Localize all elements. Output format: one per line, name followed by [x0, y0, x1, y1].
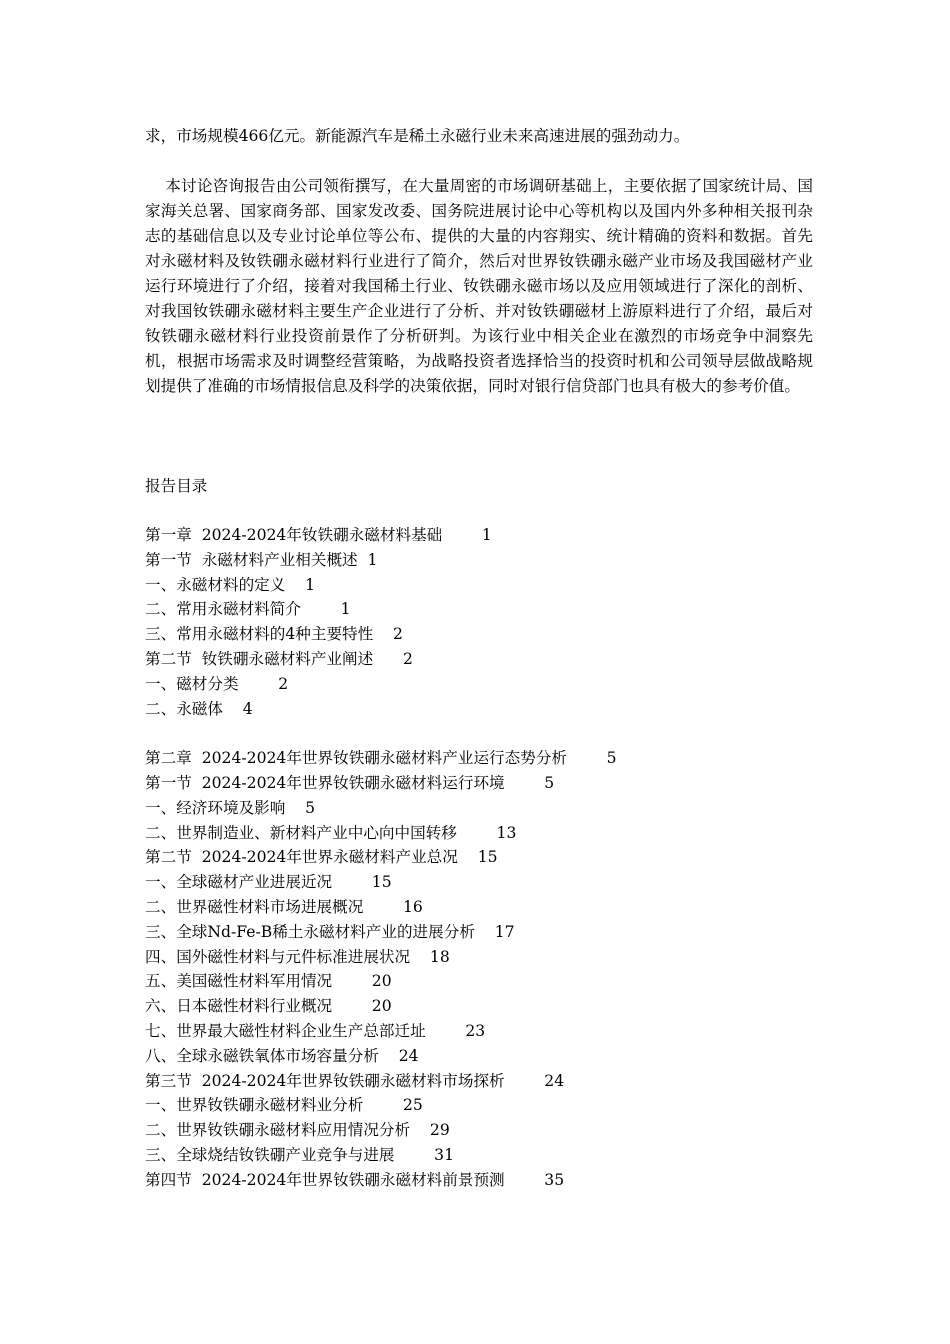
toc-entry: 一、磁材分类 2: [145, 674, 289, 693]
toc-entry: 三、全球Nd-Fe-B稀土永磁材料产业的进展分析 17: [145, 922, 515, 941]
toc-entry: 四、国外磁性材料与元件标准进展状况 18: [145, 947, 450, 966]
toc-entry: 三、全球烧结钕铁硼产业竞争与进展 31: [145, 1145, 454, 1164]
toc-entry: 一、永磁材料的定义 1: [145, 575, 316, 594]
toc-title: 报告目录: [145, 477, 208, 495]
toc-entry: 二、世界磁性材料市场进展概况 16: [145, 897, 423, 916]
toc-entry: 八、全球永磁铁氧体市场容量分析 24: [145, 1046, 419, 1065]
toc-entry: 第一章 2024-2024年钕铁硼永磁材料基础 1: [145, 526, 492, 544]
table-of-contents: [145, 523, 845, 1193]
toc-entry: 第二节 2024-2024年世界永磁材料产业总况 15: [145, 848, 498, 867]
toc-entry: 第四节 2024-2024年世界钕铁硼永磁材料前景预测 35: [145, 1170, 565, 1189]
toc-entry: 二、常用永磁材料简介 1: [145, 600, 351, 619]
paragraph-intro-end: 求，市场规模466亿元。新能源汽车是稀土永磁行业未来高速进展的强劲动力。: [145, 127, 690, 145]
toc-entry: 二、永磁体 4: [145, 699, 253, 718]
paragraph-report-description: [145, 174, 813, 399]
toc-entry: 第三节 2024-2024年世界钕铁硼永磁材料市场探析 24: [145, 1071, 565, 1090]
toc-entry: 第二章 2024-2024年世界钕铁硼永磁材料产业运行态势分析 5: [145, 749, 617, 768]
toc-entry: 一、全球磁材产业进展近况 15: [145, 873, 392, 892]
toc-entry: 一、世界钕铁硼永磁材料业分析 25: [145, 1096, 423, 1115]
toc-entry: 一、经济环境及影响 5: [145, 798, 316, 817]
toc-entry: 第一节 永磁材料产业相关概述 1: [145, 550, 378, 569]
toc-entry: 五、美国磁性材料军用情况 20: [145, 972, 392, 991]
toc-entry: 二、世界钕铁硼永磁材料应用情况分析 29: [145, 1121, 450, 1140]
toc-entry: 第一节 2024-2024年世界钕铁硼永磁材料运行环境 5: [145, 773, 555, 792]
toc-entry: 三、常用永磁材料的4种主要特性 2: [145, 625, 403, 644]
toc-entry: 七、世界最大磁性材料企业生产总部迁址 23: [145, 1021, 486, 1040]
toc-entry: 第二节 钕铁硼永磁材料产业阐述 2: [145, 649, 413, 668]
toc-entry: 二、世界制造业、新材料产业中心向中国转移 13: [145, 823, 517, 842]
toc-entry: 六、日本磁性材料行业概况 20: [145, 997, 392, 1016]
toc-chapter-2: [145, 746, 845, 1192]
toc-spacer: [145, 721, 845, 746]
toc-chapter-1: [145, 523, 845, 721]
paragraph-text: 本讨论咨询报告由公司领衔撰写，在大量周密的市场调研基础上，主要依据了国家统计局、国家海关总署、国家商务部、国家发改委、国务院进展讨论中心等机构以及国内外多种相关报刊杂志的基础信息以及专业讨论单位等公布、提供的大量的内容翔实、统计精确的资料和数据。首先对永磁材料及钕铁硼永磁材料行业进行了简介，然后对世界钕铁硼永磁产业市场及我国磁材产业运行环境进行了介绍，接着对我国稀土行业、钕铁硼永磁市场以及应用领域进行了深化的剖析、对我国钕铁硼永磁材料主要生产企业进行了分析、并对钕铁硼磁材上游原料进行了介绍，最后对钕铁硼永磁材料行业投资前景作了分析研判。为该行业中相关企业在激烈的市场竞争中洞察先机，根据市场需求及时调整经营策略，为战略投资者选择恰当的投资时机和公司领导层做战略规划提供了准确的市场情报信息及科学的决策依据，同时对银行信贷部门也具有极大的参考价值。: [145, 177, 813, 395]
